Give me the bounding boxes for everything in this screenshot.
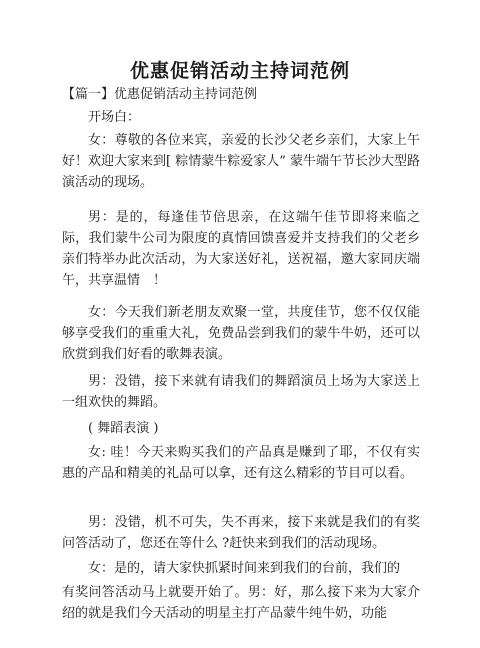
section-heading: 【篇一】优惠促销活动主持词范例 — [62, 87, 258, 102]
paragraph-male-festival: 男：是的，每逢佳节倍思亲，在这端午佳节即将来临之际，我们蒙牛公司为限度的真情回馈喜爱并支持我们的父老乡亲们特举办此次活动，为大家送好礼，送祝福，邀大家同庆端午，共享温情 ！ — [62, 210, 420, 288]
paragraph-dance-performance: ( 舞蹈表演 ) — [88, 421, 159, 436]
paragraph-female-hurry: 女：是的，请大家快抓紧时间来到我们的台前，我们的 — [88, 561, 401, 576]
paragraph-female-welcome: 女：尊敬的各位来宾，亲爱的长沙父老乡亲们，大家上午好！欢迎大家来到[ 粽情蒙牛粽爱家人” 蒙牛端午节长沙大型路演活动的现场。 — [62, 133, 420, 190]
document-title: 优惠促销活动主持词范例 — [129, 60, 350, 82]
paragraph-male-dance: 男：没错，接下来就有请我们的舞蹈演员上场为大家送上一组欢快的舞蹈。 — [62, 374, 420, 410]
paragraph-male-quiz: 男：没错，机不可失，失不再来，接下来就是我们的有奖问答活动了，您还在等什么 ?赶快来到我们的活动现场。 — [62, 515, 420, 551]
paragraph-quiz-start: 有奖问答活动马上就要开始了。男：好，那么接下来为大家介绍的就是我们今天活动的明星主打产品蒙牛纯牛奶，功能 — [62, 585, 420, 621]
paragraph-female-wow: 女: 哇！今天来购买我们的产品真是赚到了耶，不仅有实惠的产品和精美的礼品可以拿，还有这么精彩的节目可以看。 — [62, 445, 420, 481]
paragraph-female-gifts: 女：今天我们新老朋友欢聚一堂，共度佳节，您不仅仅能够享受我们的重重大礼，免费品尝到我们的蒙牛牛奶，还可以欣赏到我们好看的歌舞表演。 — [62, 305, 420, 362]
paragraph-opening: 开场白： — [88, 110, 141, 125]
